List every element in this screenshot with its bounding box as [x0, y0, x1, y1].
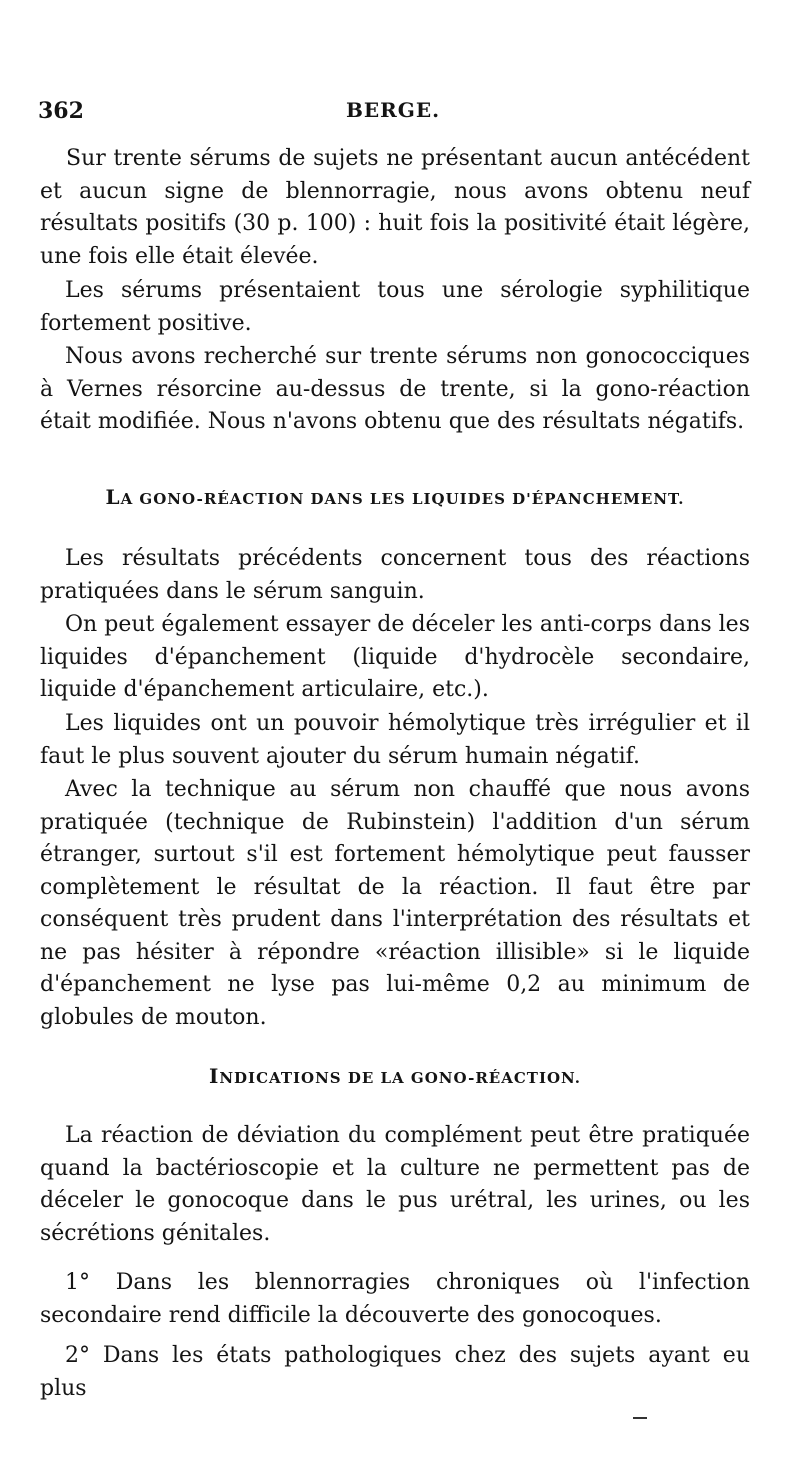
page-header — [38, 98, 748, 128]
running-head: BERGE. — [345, 98, 441, 122]
list-item-chronic: 1° Dans les blennorragies chroniques où l'infection secondaire rend difficile la découverte des gonocoques. — [40, 1270, 750, 1328]
paragraph-hemolytic-power: Les liquides ont un pouvoir hémolytique très irrégulier et il faut le plus souvent ajouter du sérum humain négatif. — [40, 711, 750, 769]
paragraph-non-gonococcal-sera: Nous avons recherché sur trente sérums non gonococciques à Vernes résorcine au-dessus de trente, si la gono-réaction était modifiée. Nous n'avons obtenu que des résultats négatifs. — [40, 344, 750, 434]
section-heading-effusion — [40, 485, 750, 509]
heading-initial: I — [208, 1064, 220, 1088]
paragraph-syphilitic-sera: Les sérums présentaient tous une sérologie syphilitique fortement positive. — [40, 278, 750, 336]
paragraph-indications: La réaction de déviation du complément peut être pratiquée quand la bactérioscopie et la culture ne permettent pas de déceler le gonocoque dans le pus urétral, les urines, ou les sécrétions génitales. — [40, 1123, 750, 1246]
page-number: 362 — [38, 98, 84, 124]
list-item-pathological-states: 2° Dans les états pathologiques chez des sujets ayant eu plus — [40, 1343, 750, 1401]
paragraph-antibodies-effusion: On peut également essayer de déceler les anti-corps dans les liquides d'épanchement (liquide d'hydrocèle secondaire, liquide d'épanchement articulaire, etc.). — [40, 612, 750, 702]
paragraph-control-sera: Sur trente sérums de sujets ne présentant aucun antécédent et aucun signe de blennorragie, nous avons obtenu neuf résultats positifs (30 p. 100) : huit fois la positivité était légère, une fois elle était élevée. — [40, 146, 750, 269]
heading-text: A GONO-RÉACTION DANS LES LIQUIDES D'ÉPANCHEMENT. — [120, 490, 685, 508]
section-heading-indications — [40, 1064, 750, 1088]
paragraph-previous-results: Les résultats précédents concernent tous des réactions pratiquées dans le sérum sanguin. — [40, 546, 750, 604]
paragraph-technique: Avec la technique au sérum non chauffé que nous avons pratiquée (technique de Rubinstein) l'addition d'un sérum étranger, surtout s'il est fortement hémolytique peut fausser complètement le résultat de la réaction. Il faut être par conséquent très prudent dans l'interprétation des résultats et ne pas hésiter à répondre «réaction illisible» si le liquide d'épanchement ne lyse pas lui-même 0,2 au minimum de globules de mouton. — [40, 777, 750, 1030]
heading-text: NDICATIONS DE LA GONO-RÉACTION. — [219, 1069, 582, 1087]
heading-initial: L — [105, 485, 121, 509]
print-mark — [633, 1417, 647, 1419]
